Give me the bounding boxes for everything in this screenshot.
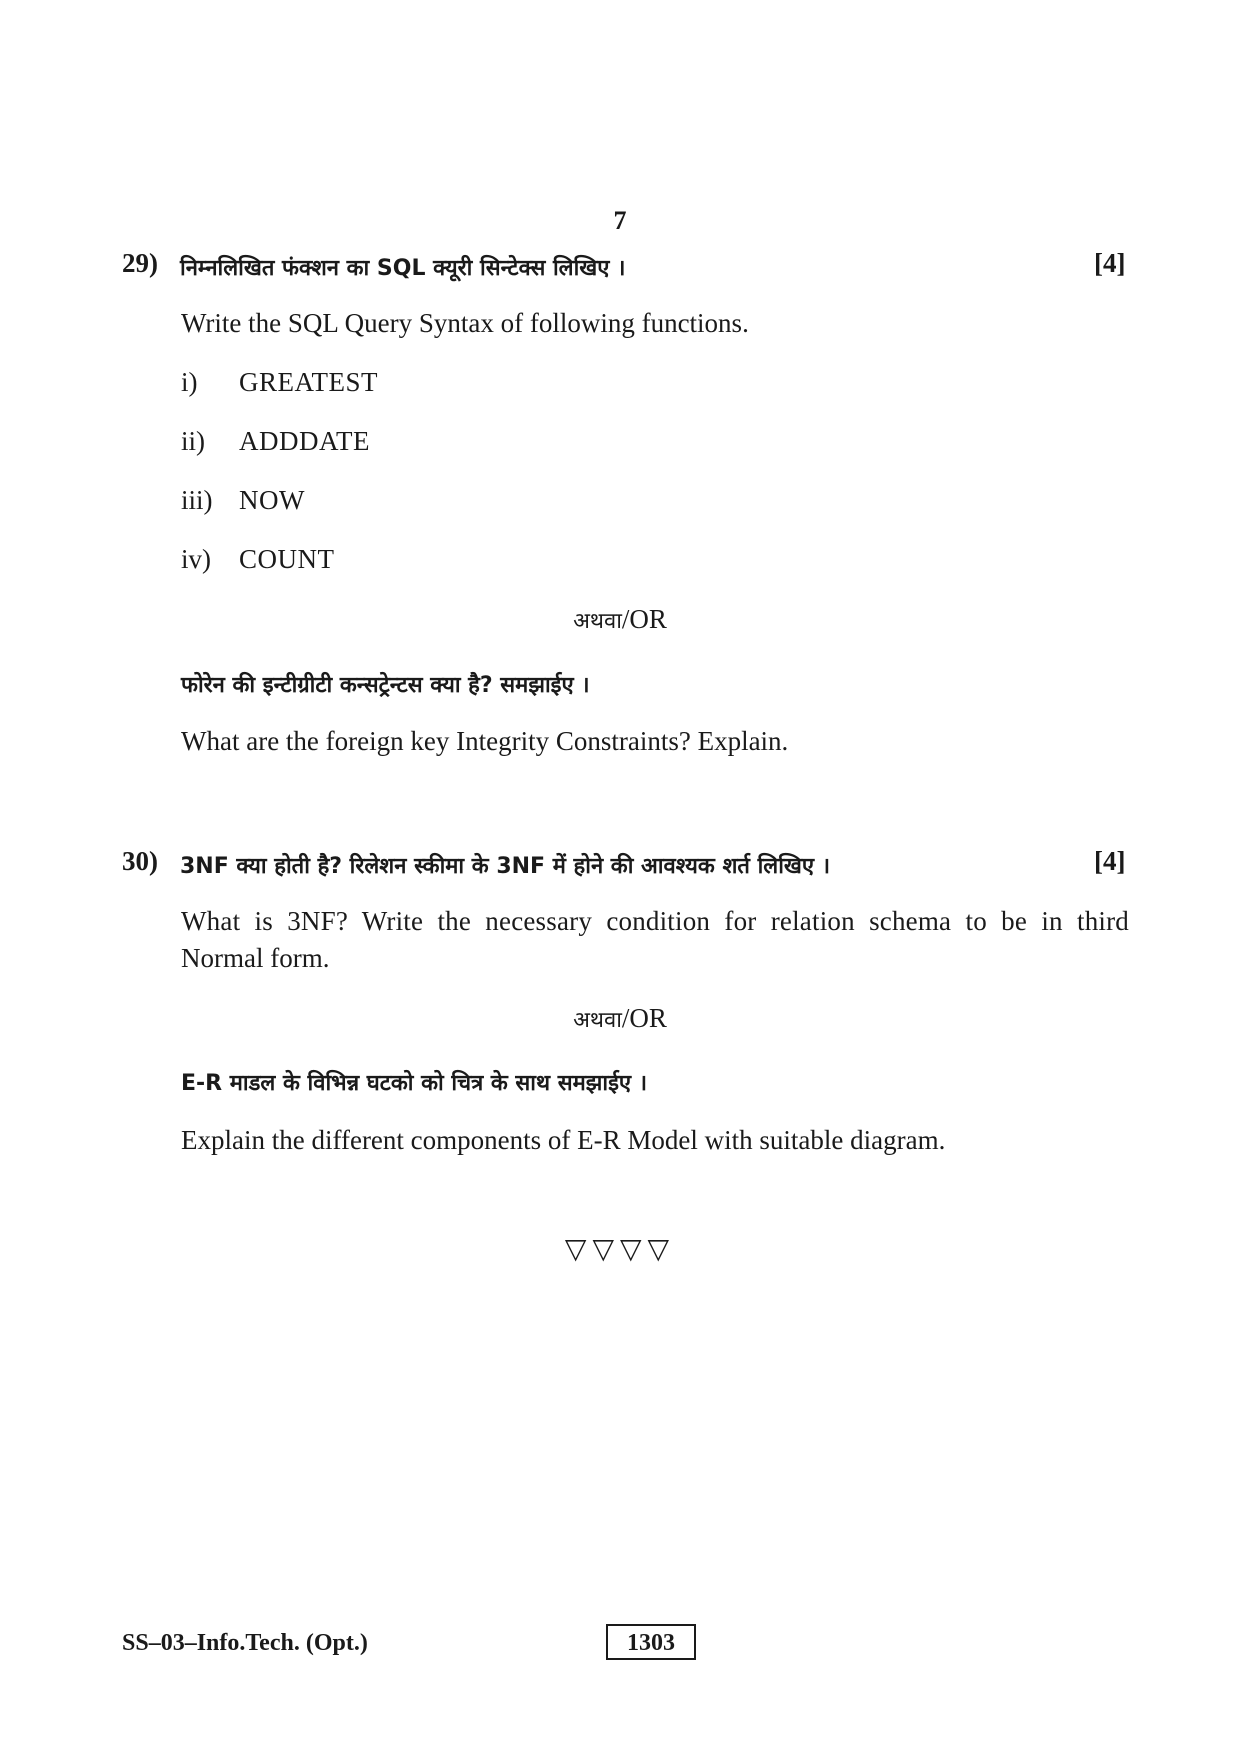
sub-item-label: iii) [181, 485, 213, 515]
alternate-hindi: E-R माडल के विभिन्न घटको को चित्र के साथ समझाईए । [181, 1071, 648, 1096]
question-number: 30) [122, 846, 158, 876]
sub-item-text: NOW [239, 485, 305, 515]
sub-item-label: ii) [181, 426, 205, 456]
or-hindi: अथवा [573, 1008, 622, 1033]
sub-item-text: COUNT [239, 544, 335, 574]
or-english: /OR [621, 604, 667, 634]
sub-item-label: iv) [181, 544, 211, 574]
alternate-hindi: फोरेन की इन्टीग्रीटी कन्सट्रेन्टस क्या है? समझाईए । [181, 673, 590, 698]
marks: [4] [1094, 248, 1126, 278]
sub-item-text: ADDDATE [239, 426, 370, 456]
or-english: /OR [621, 1003, 667, 1033]
question-english-line1: What is 3NF? Write the necessary condition for relation schema to be in third [181, 906, 1129, 936]
question-english-line2: Normal form. [181, 943, 330, 973]
question-english: Write the SQL Query Syntax of following functions. [181, 308, 749, 338]
or-divider [0, 604, 1240, 635]
or-divider [0, 1003, 1240, 1034]
footer-box-number: 1303 [606, 1624, 696, 1660]
question-hindi: निम्नलिखित फंक्शन का SQL क्यूरी सिन्टेक्स लिखिए । [180, 256, 626, 281]
sub-item-text: GREATEST [239, 367, 378, 397]
paper-code: SS–03–Info.Tech. (Opt.) [122, 1630, 368, 1656]
question-number: 29) [122, 248, 158, 278]
alternate-english: What are the foreign key Integrity Constraints? Explain. [181, 726, 789, 756]
page-number: 7 [613, 206, 627, 235]
alternate-english: Explain the different components of E-R Model with suitable diagram. [181, 1125, 946, 1155]
question-hindi: 3NF क्या होती है? रिलेशन स्कीमा के 3NF में होने की आवश्यक शर्त लिखिए । [180, 854, 831, 879]
marks: [4] [1094, 846, 1126, 876]
sub-item-label: i) [181, 367, 198, 397]
or-hindi: अथवा [573, 609, 622, 634]
end-marker-triangles: ▽▽▽▽ [564, 1232, 676, 1265]
